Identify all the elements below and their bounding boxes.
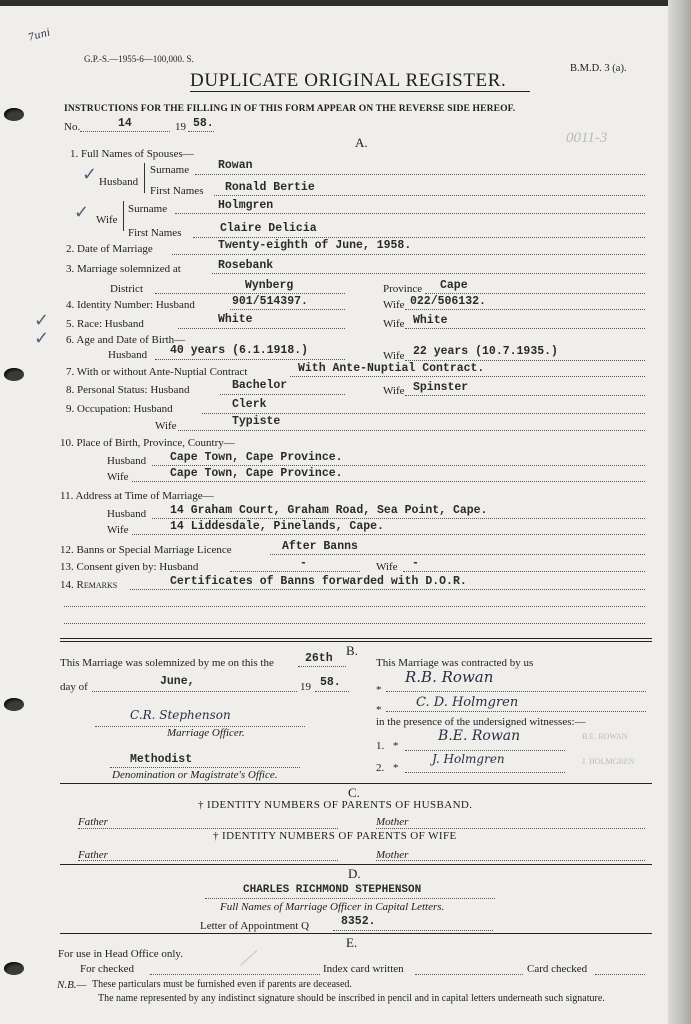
- section-rule: [60, 933, 652, 934]
- husband-first-names-label: First Names: [150, 185, 204, 197]
- check-mark-icon: ✓: [74, 202, 90, 223]
- q11-label: 11. Address at Time of Marriage—: [60, 490, 214, 502]
- punch-hole: [4, 962, 24, 975]
- husband-father-line: [78, 828, 338, 829]
- witnesses-text: in the presence of the undersigned witnesses:—: [376, 716, 586, 728]
- q9-wife-line: [178, 430, 645, 431]
- wife-surname-line: [175, 213, 645, 214]
- nb-text: These particulars must be furnished even if parents are deceased.: [92, 979, 352, 990]
- section-rule: [60, 864, 652, 865]
- wife-signature: C. D. Holmgren: [416, 695, 519, 710]
- solemnized-year-line: [315, 691, 349, 692]
- district-label: District: [110, 283, 143, 295]
- solemnized-day: 26th: [305, 652, 333, 665]
- q14-line-2: [64, 606, 645, 607]
- wife-first-names-line: [193, 237, 645, 238]
- q13-husband-value: -: [300, 557, 307, 570]
- wife-signature-line: [386, 711, 646, 712]
- section-rule: [60, 641, 652, 642]
- index-card-label: Index card written: [323, 963, 404, 975]
- wife-mother-label: Mother: [376, 849, 409, 861]
- q11-husband-label: Husband: [107, 508, 147, 520]
- husband-signature-line: [386, 691, 646, 692]
- q10-wife-value: Cape Town, Cape Province.: [170, 467, 343, 480]
- husband-brace: [144, 163, 149, 193]
- wife-parents-heading: † IDENTITY NUMBERS OF PARENTS OF WIFE: [213, 830, 457, 842]
- q5-husband-line: [178, 328, 345, 329]
- q10-wife-label: Wife: [107, 471, 129, 483]
- q3-line: [212, 273, 645, 274]
- witness-2-signature: J. Holmgren: [432, 752, 505, 766]
- husband-mother-label: Mother: [376, 816, 409, 828]
- wife-label: Wife: [96, 214, 118, 226]
- section-rule: [60, 783, 652, 784]
- officer-signature: C.R. Stephenson: [130, 708, 231, 722]
- q13-wife-label: Wife: [376, 561, 398, 573]
- q13-husband-line: [230, 571, 360, 572]
- wife-surname-value: Holmgren: [218, 199, 274, 212]
- number-label: No.: [64, 121, 81, 133]
- q14-value: Certificates of Banns forwarded with D.O.R.: [170, 575, 467, 588]
- denomination-line: [110, 767, 300, 768]
- form-code: B.M.D. 3 (a).: [570, 63, 627, 74]
- q9-wife-label: Wife: [155, 420, 177, 432]
- q11-wife-label: Wife: [107, 524, 129, 536]
- wife-first-names-value: Claire Delicia: [220, 222, 317, 235]
- star-2: *: [376, 704, 382, 716]
- wife-first-names-label: First Names: [128, 227, 182, 239]
- q9-husband-line: [202, 413, 645, 414]
- witness-2-star: *: [393, 762, 399, 774]
- appointment-label: Letter of Appointment Q: [200, 920, 310, 932]
- q14-line-1: [130, 589, 645, 590]
- husband-first-names-line: [214, 195, 645, 196]
- q6-husband-line: [155, 359, 345, 360]
- day-of-label: day of: [60, 681, 88, 693]
- husband-signature: R.B. Rowan: [405, 668, 494, 686]
- q10-wife-line: [132, 481, 645, 482]
- q8-husband-value: Bachelor: [232, 379, 288, 392]
- q4-husband-line: [230, 309, 345, 310]
- husband-first-names-value: Ronald Bertie: [225, 181, 315, 194]
- card-checked-label: Card checked: [527, 963, 588, 975]
- q14-line-3: [64, 623, 645, 624]
- number-value: 14: [118, 117, 132, 130]
- for-checked-label: For checked: [80, 963, 135, 975]
- contracted-text: This Marriage was contracted by us: [376, 657, 534, 669]
- q8-husband-line: [220, 394, 345, 395]
- q13-wife-line: [403, 571, 645, 572]
- corner-handwriting: 7uni: [26, 27, 52, 44]
- punch-hole: [4, 368, 24, 381]
- q6-wife-value: 22 years (10.7.1935.): [413, 345, 558, 358]
- q11-wife-line: [132, 534, 645, 535]
- q2-label: 2. Date of Marriage: [66, 243, 153, 255]
- wife-father-line: [78, 860, 338, 861]
- witness-2-number: 2.: [376, 762, 385, 774]
- q7-line: [290, 376, 645, 377]
- wife-surname-label: Surname: [128, 203, 168, 215]
- year-value: 58.: [193, 117, 214, 130]
- check-mark-icon: ✓: [34, 328, 50, 349]
- section-rule: [60, 638, 652, 639]
- denomination-value: Methodist: [130, 753, 193, 766]
- q4-wife-value: 022/506132.: [410, 295, 486, 308]
- section-b-heading: B.: [346, 643, 358, 658]
- nb-label: N.B.—: [57, 979, 87, 991]
- q8-wife-value: Spinster: [413, 381, 469, 394]
- q10-label: 10. Place of Birth, Province, Country—: [60, 437, 235, 449]
- officer-full-name-caption: Full Names of Marriage Officer in Capital Letters.: [220, 901, 445, 913]
- scan-top-edge: [0, 0, 691, 6]
- husband-parents-heading: † IDENTITY NUMBERS OF PARENTS OF HUSBAND.: [198, 799, 473, 811]
- q3-value: Rosebank: [218, 259, 274, 272]
- husband-surname-line: [195, 174, 645, 175]
- witness-1-signature: B.E. Rowan: [438, 728, 521, 744]
- officer-caption: Marriage Officer.: [167, 727, 245, 739]
- husband-label: Husband: [99, 176, 139, 188]
- section-d-heading: D.: [348, 866, 361, 881]
- husband-father-label: Father: [78, 816, 108, 828]
- q5-husband-value: White: [218, 313, 253, 326]
- q7-label: 7. With or without Ante-Nuptial Contract: [66, 366, 248, 378]
- solemnized-year-prefix: 19: [300, 681, 311, 693]
- q9-husband-value: Clerk: [232, 398, 267, 411]
- wife-mother-line: [376, 860, 645, 861]
- print-code: G.P.-S.—1955-6—100,000. S.: [84, 54, 194, 64]
- q5-wife-line: [405, 328, 645, 329]
- q10-husband-line: [152, 465, 645, 466]
- solemnized-month: June,: [160, 675, 195, 688]
- stamp-number: 0011-3: [566, 130, 608, 146]
- q8-wife-line: [405, 395, 645, 396]
- witness-2-pencil-name: J. HOLMGREN: [582, 757, 635, 766]
- number-line: [80, 131, 170, 132]
- check-scribble: ⟋: [240, 946, 254, 970]
- appointment-line: [333, 930, 493, 931]
- witness-1-number: 1.: [376, 740, 385, 752]
- section-e-heading: E.: [346, 935, 358, 950]
- husband-surname-label: Surname: [150, 164, 190, 176]
- denomination-caption: Denomination or Magistrate's Office.: [112, 769, 278, 781]
- q14-label: 14. Remarks: [60, 579, 118, 591]
- footnote-content: The name represented by any indistinct signature should be inscribed in pencil and in capital letters underneath such signature.: [98, 993, 605, 1004]
- section-a-heading: A.: [355, 135, 368, 150]
- q6-wife-label: Wife: [383, 350, 405, 362]
- province-label: Province: [383, 283, 423, 295]
- check-mark-icon: ✓: [34, 310, 50, 331]
- q9-label: 9. Occupation: Husband: [66, 403, 173, 415]
- solemnized-year-value: 58.: [320, 676, 341, 689]
- solemnized-text: This Marriage was solemnized by me on this the: [60, 657, 274, 669]
- q11-wife-value: 14 Liddesdale, Pinelands, Cape.: [170, 520, 384, 533]
- q5-wife-value: White: [413, 314, 448, 327]
- solemnized-month-line: [92, 691, 297, 692]
- wife-father-label: Father: [78, 849, 108, 861]
- husband-surname-value: Rowan: [218, 159, 253, 172]
- officer-full-name-line: [205, 898, 495, 899]
- q8-label: 8. Personal Status: Husband: [66, 384, 190, 396]
- q7-value: With Ante-Nuptial Contract.: [298, 362, 485, 375]
- q9-wife-value: Typiste: [232, 415, 281, 428]
- index-card-line: [415, 974, 523, 975]
- appointment-value: 8352.: [341, 915, 376, 928]
- province-line: [425, 293, 645, 294]
- scan-right-edge: [668, 0, 691, 1024]
- witness-1-line: [405, 750, 565, 751]
- q6-label: 6. Age and Date of Birth—: [66, 334, 186, 346]
- q10-husband-value: Cape Town, Cape Province.: [170, 451, 343, 464]
- title-underline: [190, 91, 530, 92]
- q6-husband-label: Husband: [108, 349, 148, 361]
- q4-wife-label: Wife: [383, 299, 405, 311]
- q4-wife-line: [405, 309, 645, 310]
- q12-label: 12. Banns or Special Marriage Licence: [60, 544, 232, 556]
- witness-1-pencil-name: B.E. ROWAN: [582, 732, 628, 741]
- q4-label: 4. Identity Number: Husband: [66, 299, 195, 311]
- year-prefix: 19: [175, 121, 186, 133]
- q11-husband-value: 14 Graham Court, Graham Road, Sea Point, Cape.: [170, 504, 488, 517]
- year-line: [188, 131, 214, 132]
- q6-husband-value: 40 years (6.1.1918.): [170, 344, 309, 357]
- q12-value: After Banns: [282, 540, 358, 553]
- solemnized-day-line: [298, 666, 346, 667]
- q6-wife-line: [405, 360, 645, 361]
- district-line: [155, 293, 345, 294]
- q5-label: 5. Race: Husband: [66, 318, 144, 330]
- card-checked-line: [595, 974, 645, 975]
- star-1: *: [376, 684, 382, 696]
- witness-1-star: *: [393, 740, 399, 752]
- check-mark-icon: ✓: [82, 164, 98, 185]
- footnote-text: [98, 993, 658, 1005]
- for-checked-line: [150, 974, 320, 975]
- punch-hole: [4, 698, 24, 711]
- province-value: Cape: [440, 279, 468, 292]
- q1-label: 1. Full Names of Spouses—: [70, 148, 194, 160]
- q12-line: [270, 554, 645, 555]
- head-office-text: For use in Head Office only.: [58, 948, 183, 960]
- q4-husband-value: 901/514397.: [232, 295, 308, 308]
- punch-hole: [4, 108, 24, 121]
- q13-wife-value: -: [412, 557, 419, 570]
- witness-2-line: [405, 772, 565, 773]
- q2-line: [172, 254, 645, 255]
- district-value: Wynberg: [245, 279, 294, 292]
- q5-wife-label: Wife: [383, 318, 405, 330]
- officer-full-name: CHARLES RICHMOND STEPHENSON: [243, 884, 422, 896]
- page-title: DUPLICATE ORIGINAL REGISTER.: [190, 70, 507, 91]
- q10-husband-label: Husband: [107, 455, 147, 467]
- q11-husband-line: [152, 518, 645, 519]
- q2-value: Twenty-eighth of June, 1958.: [218, 239, 412, 252]
- husband-mother-line: [376, 828, 645, 829]
- q3-label: 3. Marriage solemnized at: [66, 263, 181, 275]
- instructions-line: INSTRUCTIONS FOR THE FILLING IN OF THIS FORM APPEAR ON THE REVERSE SIDE HEREOF.: [64, 103, 516, 114]
- q8-wife-label: Wife: [383, 385, 405, 397]
- section-c-heading: C.: [348, 785, 360, 800]
- q13-label: 13. Consent given by: Husband: [60, 561, 199, 573]
